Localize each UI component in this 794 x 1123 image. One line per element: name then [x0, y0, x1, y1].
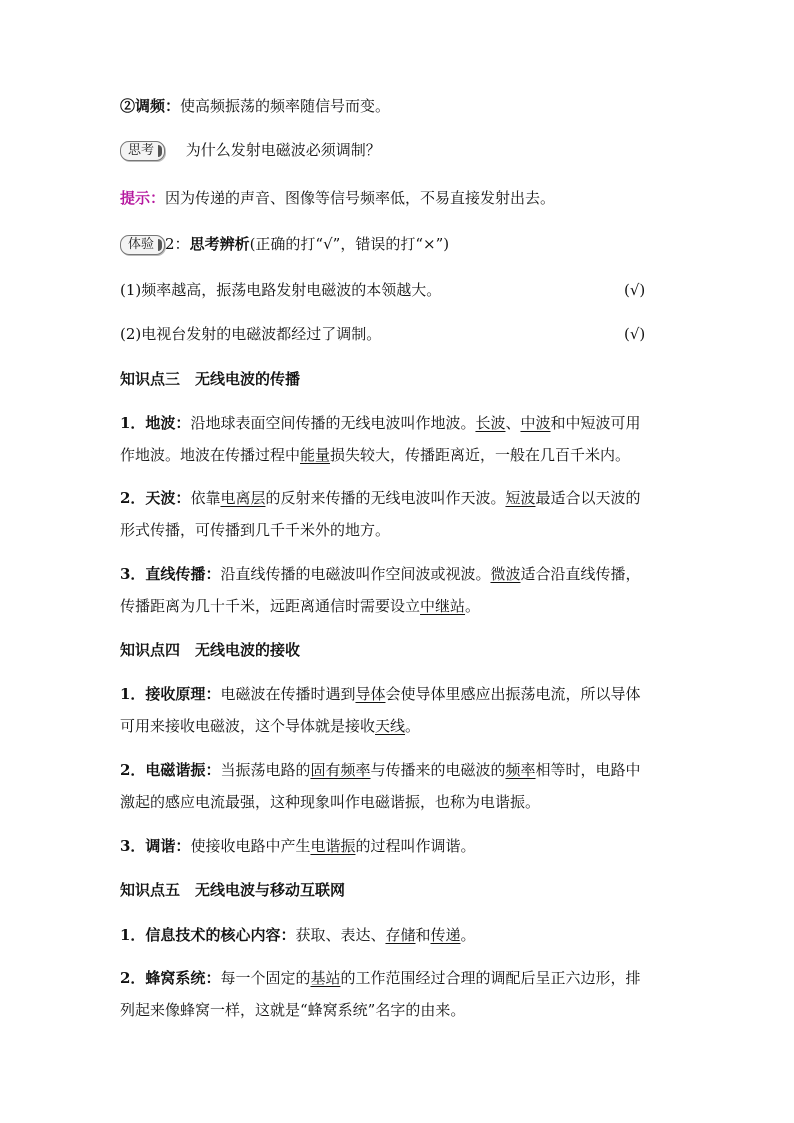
s5-p1: 1．信息技术的核心内容：获取、表达、存储和传递。: [120, 926, 476, 944]
think-question: 为什么发射电磁波必须调制？: [185, 141, 381, 159]
s3-p1-line2: 作地波。地波在传播过程中能量损失较大，传播距离近，一般在几百千米内。: [120, 446, 631, 464]
s4-p2-line2: 激起的感应电流最强，这种现象叫作电磁谐振，也称为电谐振。: [120, 793, 541, 811]
s3-p2-line1: 2．天波：依靠电离层的反射来传播的无线电波叫作天波。短波最适合以天波的: [120, 489, 641, 507]
s4-p1-line1: 1．接收原理：电磁波在传播时遇到导体会使导体里感应出振荡电流，所以导体: [120, 685, 641, 703]
s4-p3: 3．调谐：使接收电路中产生电谐振的过程叫作调谐。: [120, 837, 476, 855]
judge-item-2: (2)电视台发射的电磁波都经过了调制。: [120, 325, 382, 343]
experience-title: 思考辨析: [189, 235, 250, 253]
paragraph-tiaopin: ②调频：使高频振荡的频率随信号而变。: [120, 97, 391, 115]
think-box: [120, 140, 381, 161]
section-title-5: 知识点五 无线电波与移动互联网: [120, 881, 346, 899]
s5-p2-line2: 列起来像蜂窝一样，这就是“蜂窝系统”名字的由来。: [120, 1001, 466, 1019]
s3-p3-line2: 传播距离为几十千米，远距离通信时需要设立中继站。: [120, 597, 481, 615]
s3-p3-line1: 3．直线传播：沿直线传播的电磁波叫作空间波或视波。微波适合沿直线传播，: [120, 565, 641, 583]
s5-p2-line1: 2．蜂窝系统：每一个固定的基站的工作范围经过合理的调配后呈正六边形，排: [120, 969, 641, 987]
section-title-4: 知识点四 无线电波的接收: [120, 641, 301, 659]
think-tag: 思考: [120, 141, 165, 161]
s4-p1-line2: 可用来接收电磁波，这个导体就是接收天线。: [120, 717, 421, 735]
s3-p1-line1: 1．地波：沿地球表面空间传播的无线电波叫作地波。长波、中波和中短波可用: [120, 414, 641, 432]
s4-p2-line1: 2．电磁谐振：当振荡电路的固有频率与传播来的电磁波的频率相等时，电路中: [120, 761, 641, 779]
judge-mark-2: (√): [624, 325, 646, 343]
hint-line: [120, 188, 555, 208]
judge-mark-1: (√): [624, 281, 646, 299]
hint-text: 因为传递的声音、图像等信号频率低，不易直接发射出去。: [165, 189, 556, 207]
experience-box: 体验 2：思考辨析(正确的打“√”，错误的打“×”): [120, 234, 449, 255]
section-title-3: 知识点三 无线电波的传播: [120, 370, 301, 388]
experience-tag: 体验: [120, 235, 165, 255]
s3-p2-line2: 形式传播，可传播到几千千米外的地方。: [120, 521, 391, 539]
hint-label: 提示：: [120, 189, 166, 207]
judge-item-1: (1)频率越高，振荡电路发射电磁波的本领越大。: [120, 281, 442, 299]
